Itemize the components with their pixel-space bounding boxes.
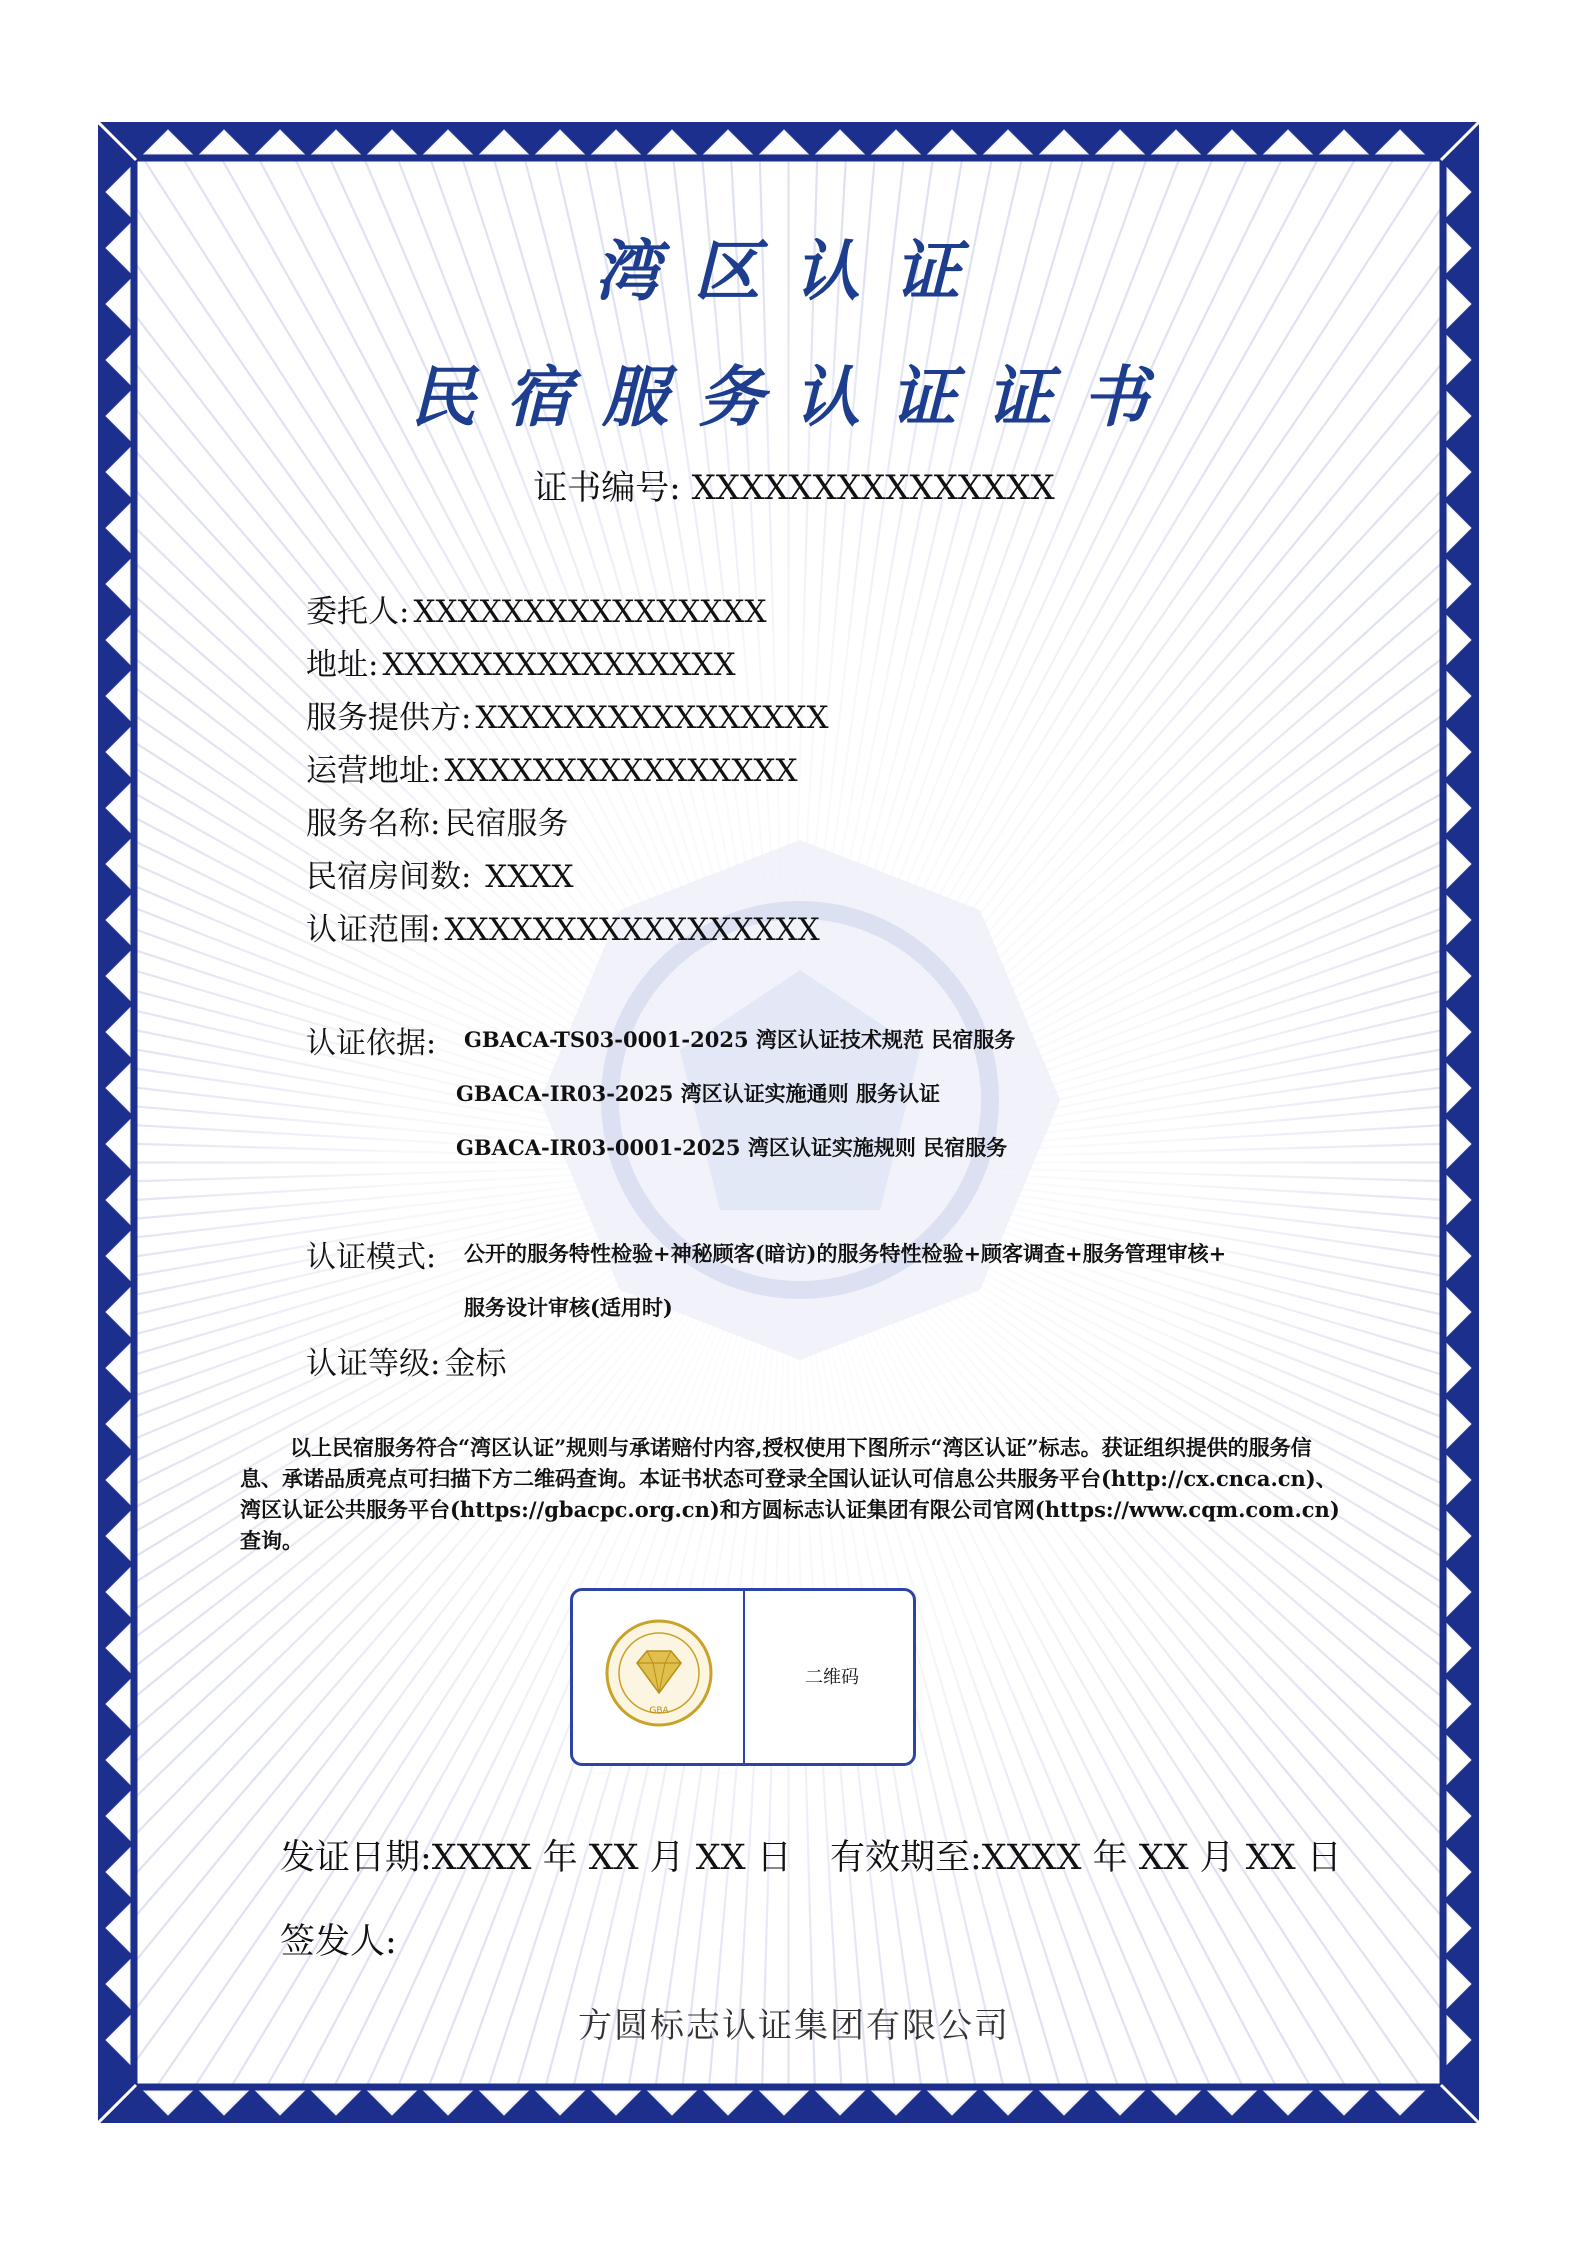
mode-line: 公开的服务特性检验+神秘顾客(暗访)的服务特性检验+顾客调查+服务管理审核+ bbox=[464, 1241, 1227, 1266]
field-value: 金标 bbox=[444, 1346, 507, 1382]
issue-date-value: XXXX 年 XX 月 XX 日 bbox=[431, 1838, 792, 1878]
basis-line: GBACA-IR03-2025 湾区认证实施通则 服务认证 bbox=[456, 1081, 940, 1106]
qr-code-placeholder: 二维码 bbox=[805, 1667, 859, 1688]
certificate-number bbox=[0, 460, 1588, 509]
certificate-number-value: XXXXXXXXXXXXXXX bbox=[691, 468, 1055, 508]
gba-certification-seal-icon bbox=[603, 1613, 715, 1737]
field-value: XXXXXXXXXXXXXXXX bbox=[382, 647, 736, 683]
issue-date-label: 发证日期: bbox=[280, 1838, 432, 1878]
field-service-name bbox=[306, 798, 568, 843]
field-value: XXXXXXXXXXXXXXXXX bbox=[444, 912, 820, 948]
field-operating-address bbox=[306, 745, 798, 790]
mode-label: 认证模式: bbox=[306, 1240, 437, 1275]
certificate-title: 湾区认证 bbox=[594, 232, 994, 310]
valid-until bbox=[830, 1830, 1342, 1880]
panel-divider bbox=[743, 1591, 745, 1763]
logo-text: GBA bbox=[649, 1706, 669, 1716]
field-value: XXXX bbox=[475, 859, 574, 895]
field-label: 服务提供方: bbox=[306, 700, 472, 736]
valid-until-value: XXXX 年 XX 月 XX 日 bbox=[981, 1838, 1342, 1878]
field-address bbox=[306, 639, 736, 684]
certificate-subtitle: 民宿服务认证证书 bbox=[410, 358, 1178, 436]
field-scope bbox=[306, 904, 820, 949]
field-level bbox=[306, 1338, 506, 1383]
field-room-count bbox=[306, 851, 574, 896]
company-name: 方圆标志认证集团有限公司 bbox=[578, 2006, 1010, 2046]
field-label: 地址: bbox=[306, 647, 379, 683]
field-value: XXXXXXXXXXXXXXXX bbox=[444, 753, 798, 789]
basis-label: 认证依据: bbox=[306, 1026, 437, 1061]
field-label: 运营地址: bbox=[306, 753, 441, 789]
field-value: XXXXXXXXXXXXXXXX bbox=[475, 700, 829, 736]
issuer-label: 签发人: bbox=[280, 1922, 397, 1962]
valid-until-label: 有效期至: bbox=[830, 1838, 982, 1878]
field-label: 认证等级: bbox=[306, 1346, 441, 1382]
field-label: 民宿房间数: bbox=[306, 859, 472, 895]
certificate-number-label: 证书编号: bbox=[533, 468, 681, 508]
basis-line: GBACA-TS03-0001-2025 湾区认证技术规范 民宿服务 bbox=[464, 1027, 1016, 1052]
issue-date bbox=[280, 1830, 792, 1880]
field-service-provider bbox=[306, 692, 829, 737]
basis-line: GBACA-IR03-0001-2025 湾区认证实施规则 民宿服务 bbox=[456, 1135, 1008, 1160]
mode-line: 服务设计审核(适用时) bbox=[464, 1295, 673, 1320]
notice-paragraph: 以上民宿服务符合“湾区认证”规则与承诺赔付内容,授权使用下图所示“湾区认证”标志。获证组织提供的服务信息、承诺品质亮点可扫描下方二维码查询。本证书状态可登录全国认证认可信息公共服务平台(http://cx.cnca.cn)、湾区认证公共服务平台(https://gbacpc.org.cn)和方圆标志认证集团有限公司官网(https://www.cqm.com.cn)查询。 bbox=[240, 1435, 1340, 1553]
field-value: 民宿服务 bbox=[444, 806, 569, 842]
field-label: 委托人: bbox=[306, 594, 410, 630]
field-label: 认证范围: bbox=[306, 912, 441, 948]
field-label: 服务名称: bbox=[306, 806, 441, 842]
field-client bbox=[306, 586, 767, 631]
logo-qr-panel bbox=[570, 1588, 916, 1766]
field-value: XXXXXXXXXXXXXXXX bbox=[413, 594, 767, 630]
